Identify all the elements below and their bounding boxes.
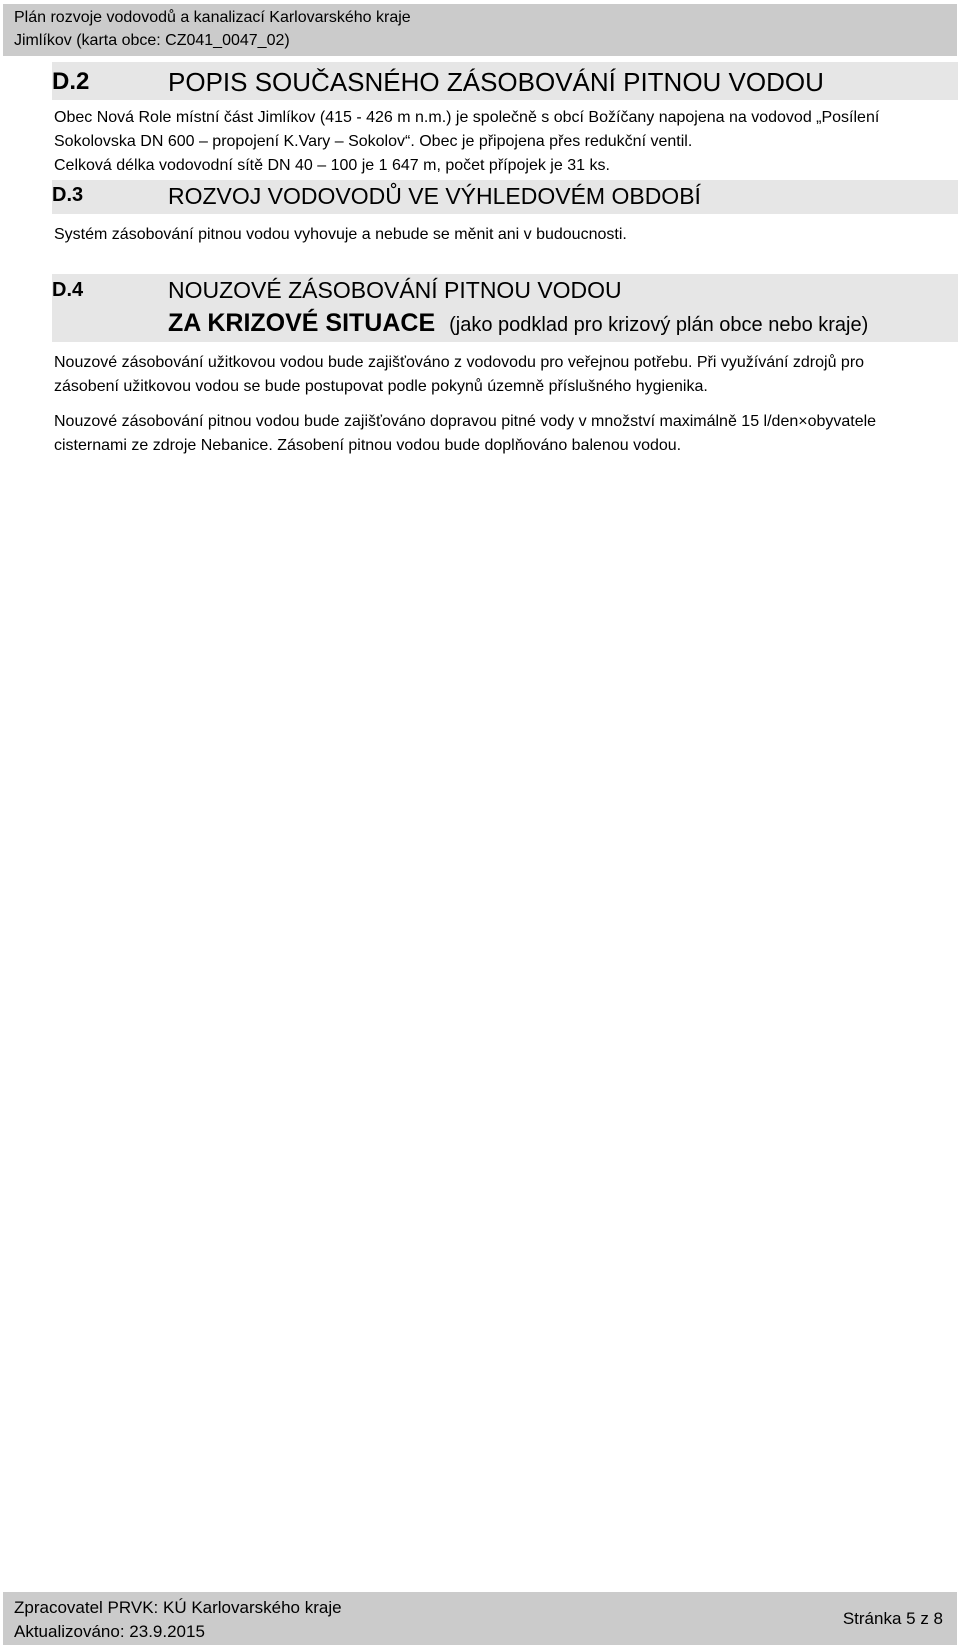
page-footer	[3, 1592, 957, 1645]
section-d4-title-emphasis: ZA KRIZOVÉ SITUACE	[168, 309, 436, 337]
section-d4-title-line-2	[168, 309, 868, 338]
section-d2-line-3: Celková délka vodovodní sítě DN 40 – 100 je 1 647 m, počet přípojek je 31 ks.	[54, 157, 610, 174]
section-d2-number: D.2	[52, 68, 90, 95]
section-d4-p2-line-2: cisternami ze zdroje Nebanice. Zásobení pitnou vodou bude doplňováno balenou vodou.	[54, 437, 682, 454]
section-d4-p1-line-2: zásobení užitkovou vodou se bude postupovat podle pokynů územně příslušného hygienika.	[54, 378, 708, 395]
footer-updated: Aktualizováno: 23.9.2015	[14, 1622, 205, 1641]
section-d4-paragraph-1	[54, 351, 954, 399]
section-d4-number: D.4	[52, 279, 84, 301]
document-subtitle: Jimlíkov (karta obce: CZ041_0047_02)	[14, 32, 290, 49]
page-header	[3, 4, 957, 56]
section-d3-title: ROZVOJ VODOVODŮ VE VÝHLEDOVÉM OBDOBÍ	[168, 183, 701, 209]
section-d2-line-1: Obec Nová Role místní část Jimlíkov (415 - 426 m n.m.) je společně s obcí Božíčany napojena na vodovod „Posílení	[54, 109, 880, 126]
section-d3-number: D.3	[52, 184, 84, 206]
section-d4-p1-line-1: Nouzové zásobování užitkovou vodou bude zajišťováno z vodovodu pro veřejnou potřebu. Při využívání zdrojů pro	[54, 354, 865, 371]
section-d4-title-line-1: NOUZOVÉ ZÁSOBOVÁNÍ PITNOU VODOU	[168, 277, 622, 303]
page-number: Stránka 5 z 8	[842, 1609, 943, 1628]
section-d3-paragraph	[54, 223, 954, 247]
section-d2-paragraph	[54, 106, 954, 178]
section-d2-line-2: Sokolovska DN 600 – propojení K.Vary – Sokolov“. Obec je připojena přes redukční ventil.	[54, 133, 693, 150]
section-d4-p2-line-1: Nouzové zásobování pitnou vodou bude zajišťováno dopravou pitné vody v množství maximálně 15 l/den×obyvatele	[54, 413, 877, 430]
section-d3-line-1: Systém zásobování pitnou vodou vyhovuje a nebude se měnit ani v budoucnosti.	[54, 226, 627, 243]
section-d2-title: POPIS SOUČASNÉHO ZÁSOBOVÁNÍ PITNOU VODOU	[168, 67, 824, 97]
section-d4-paragraph-2	[54, 410, 954, 458]
section-d4-title-note: (jako podklad pro krizový plán obce nebo kraje)	[449, 314, 869, 336]
footer-processor: Zpracovatel PRVK: KÚ Karlovarského kraje	[14, 1598, 342, 1617]
document-title: Plán rozvoje vodovodů a kanalizací Karlovarského kraje	[14, 9, 411, 26]
